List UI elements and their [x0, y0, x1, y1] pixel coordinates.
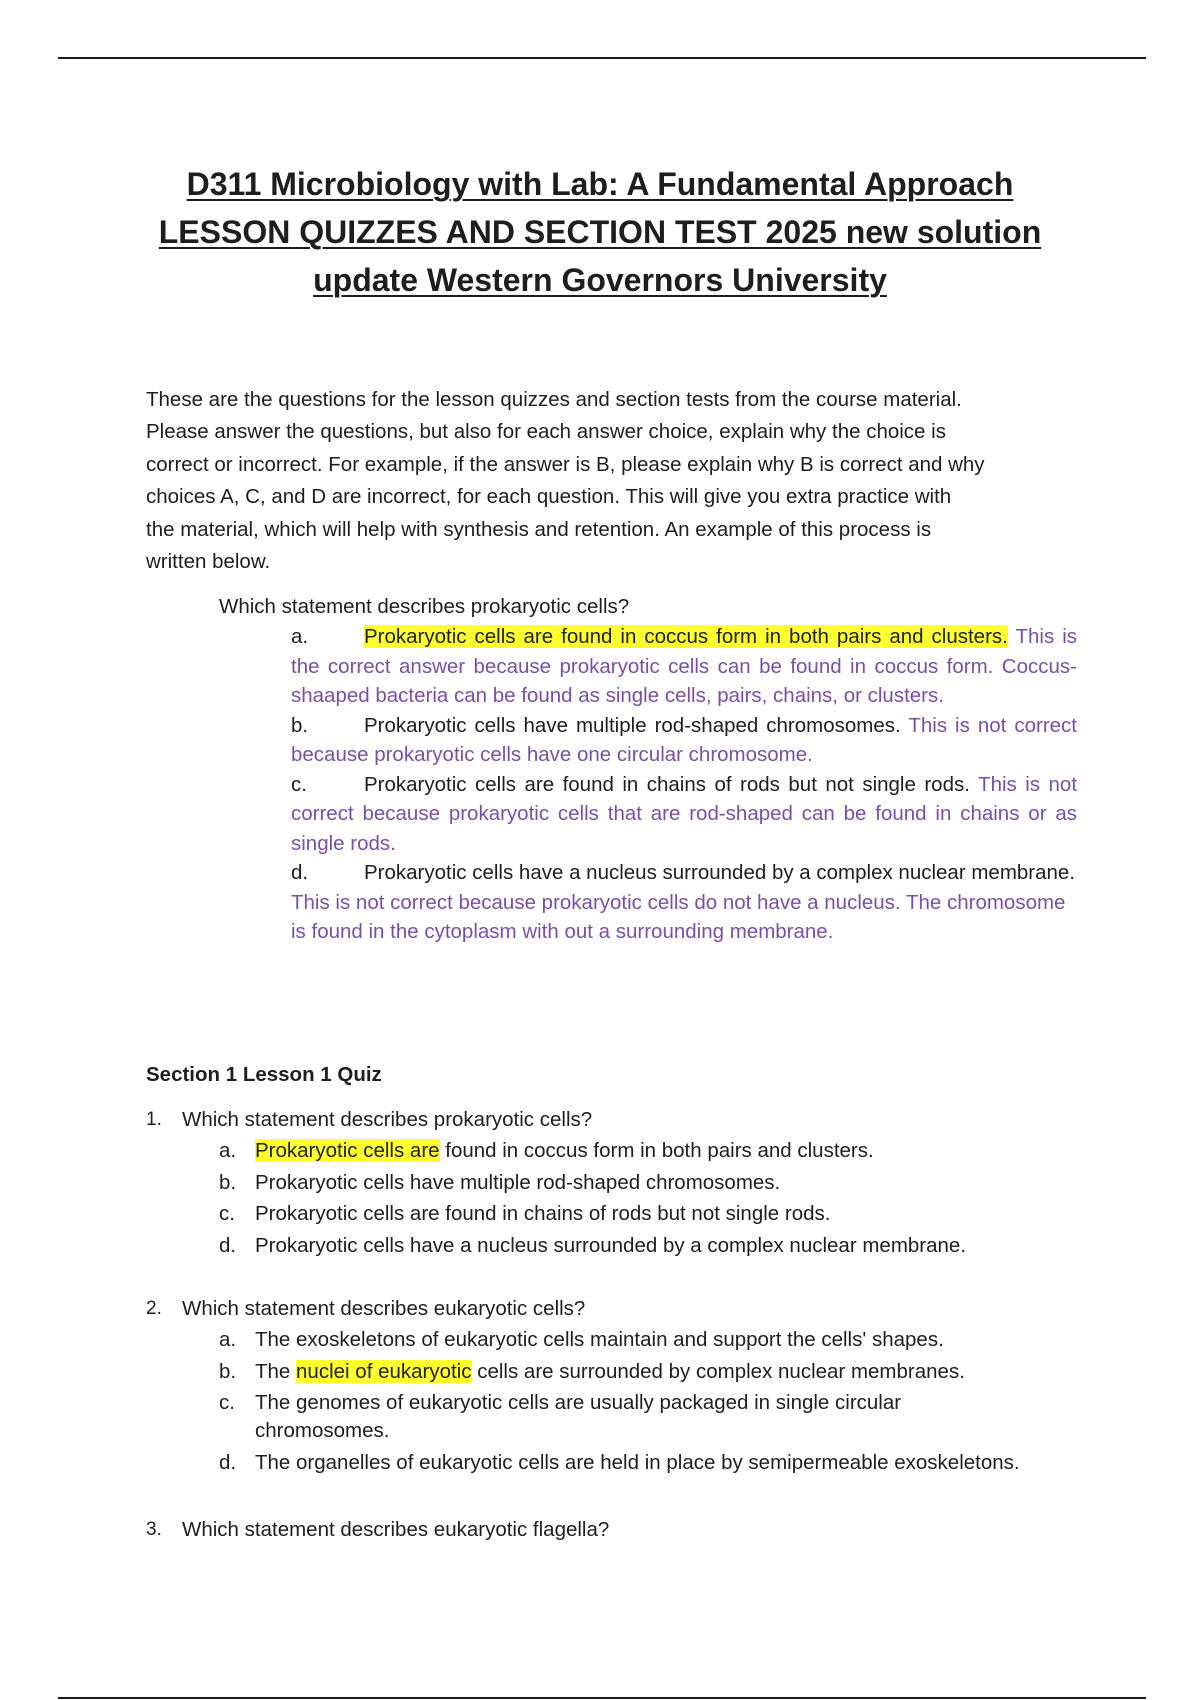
option-text: Prokaryotic cells have a nucleus surrounded by a complex nuclear membrane. — [255, 1233, 967, 1257]
section-heading: Section 1 Lesson 1 Quiz — [146, 1063, 382, 1086]
option-text: The organelles of eukaryotic cells are held in place by semipermeable exoskeletons. — [255, 1451, 1020, 1475]
option-text: Prokaryotic cells are found in chains of rods but not single rods. — [364, 772, 970, 796]
option-letter: a. — [291, 625, 309, 648]
option-text: Prokaryotic cells have a nucleus surrounded by a complex nuclear membrane. — [364, 861, 1076, 884]
bottom-rule — [58, 1697, 1146, 1699]
option-d — [219, 1230, 1099, 1262]
highlighted-answer: Prokaryotic cells are found in coccus form in both pairs and clusters. — [364, 625, 1008, 648]
option-letter: d. — [219, 1451, 237, 1475]
question-text: Which statement describes eukaryotic flagella? — [182, 1518, 610, 1541]
intro-line: These are the questions for the lesson quizzes and section tests from the course material. — [146, 388, 962, 411]
question-number: 2. — [146, 1298, 162, 1319]
title-line-3: update Western Governors University — [313, 262, 887, 298]
option-letter: d. — [219, 1233, 237, 1257]
question-text: Which statement describes prokaryotic cells? — [182, 1108, 593, 1131]
option-c — [219, 1387, 979, 1447]
option-text: Prokaryotic cells have multiple rod-shaped chromosomes. — [255, 1170, 781, 1194]
option-text: The genomes of eukaryotic cells are usually packaged in single circular chromosomes. — [255, 1390, 902, 1443]
intro-line: correct or incorrect. For example, if the answer is B, please explain why B is correct and why — [146, 452, 985, 476]
option-letter: b. — [219, 1359, 237, 1383]
option-text: cells are surrounded by complex nuclear membranes. — [471, 1359, 965, 1383]
option-letter: a. — [219, 1139, 237, 1162]
intro-line: choices A, C, and D are incorrect, for each question. This will give you extra practice with — [146, 485, 952, 509]
option-letter: c. — [219, 1391, 235, 1415]
option-explanation: This is not correct because prokaryotic cells do not have a nucleus. The chromosome is found in the cytoplasm with out a surrounding membrane. — [291, 890, 1066, 943]
document-title — [120, 160, 1080, 304]
highlighted-answer: Prokaryotic cells are — [255, 1139, 440, 1162]
title-line-1: D311 Microbiology with Lab: A Fundamental Approach — [186, 166, 1014, 202]
example-option-b — [291, 711, 1077, 770]
option-c — [219, 1198, 1099, 1230]
question-text: Which statement describes eukaryotic cells? — [182, 1297, 586, 1320]
option-letter: c. — [291, 772, 307, 796]
option-a — [219, 1324, 979, 1356]
option-letter: a. — [219, 1328, 237, 1351]
highlighted-answer: nuclei of eukaryotic — [296, 1359, 472, 1383]
option-explanation: This is the correct answer because prokaryotic cells can be found in coccus form. Coccus-shaaped bacteria can be found as single cells, pairs, chains, or clusters. — [291, 625, 1077, 707]
question-options — [219, 1135, 1099, 1261]
option-letter: d. — [291, 861, 309, 884]
intro-paragraph — [146, 384, 1066, 578]
intro-line: written below. — [146, 550, 271, 574]
option-text: The — [255, 1359, 297, 1383]
intro-line: the material, which will help with synthesis and retention. An example of this process is — [146, 517, 932, 541]
option-text: Prokaryotic cells are found in chains of rods but not single rods. — [255, 1202, 831, 1226]
option-text: found in coccus form in both pairs and clusters. — [439, 1139, 874, 1162]
question-number: 3. — [146, 1519, 162, 1540]
option-letter: c. — [219, 1202, 235, 1226]
option-explanation: This is not correct because prokaryotic cells have one circular chromosome. — [291, 713, 1077, 766]
option-d — [219, 1447, 1020, 1479]
top-rule — [58, 57, 1146, 59]
option-letter: b. — [291, 713, 309, 737]
option-b — [219, 1356, 979, 1388]
example-option-c — [291, 770, 1077, 859]
example-option-d — [291, 858, 1077, 947]
option-letter: b. — [219, 1170, 237, 1194]
option-text: Prokaryotic cells have multiple rod-shaped chromosomes. — [364, 713, 901, 737]
question-number: 1. — [146, 1109, 162, 1130]
option-explanation: This is not correct because prokaryotic cells that are rod-shaped can be found in chains or as single rods. — [291, 772, 1078, 855]
option-a — [219, 1135, 1099, 1167]
intro-line: Please answer the questions, but also for each answer choice, explain why the choice is — [146, 420, 946, 444]
example-options — [291, 622, 1077, 947]
option-b — [219, 1167, 1099, 1199]
option-text: The exoskeletons of eukaryotic cells maintain and support the cells' shapes. — [255, 1328, 944, 1351]
example-option-a — [291, 622, 1077, 711]
question-options — [219, 1324, 1020, 1479]
title-line-2: LESSON QUIZZES AND SECTION TEST 2025 new solution — [158, 214, 1042, 250]
example-question: Which statement describes prokaryotic cells? — [219, 595, 630, 618]
